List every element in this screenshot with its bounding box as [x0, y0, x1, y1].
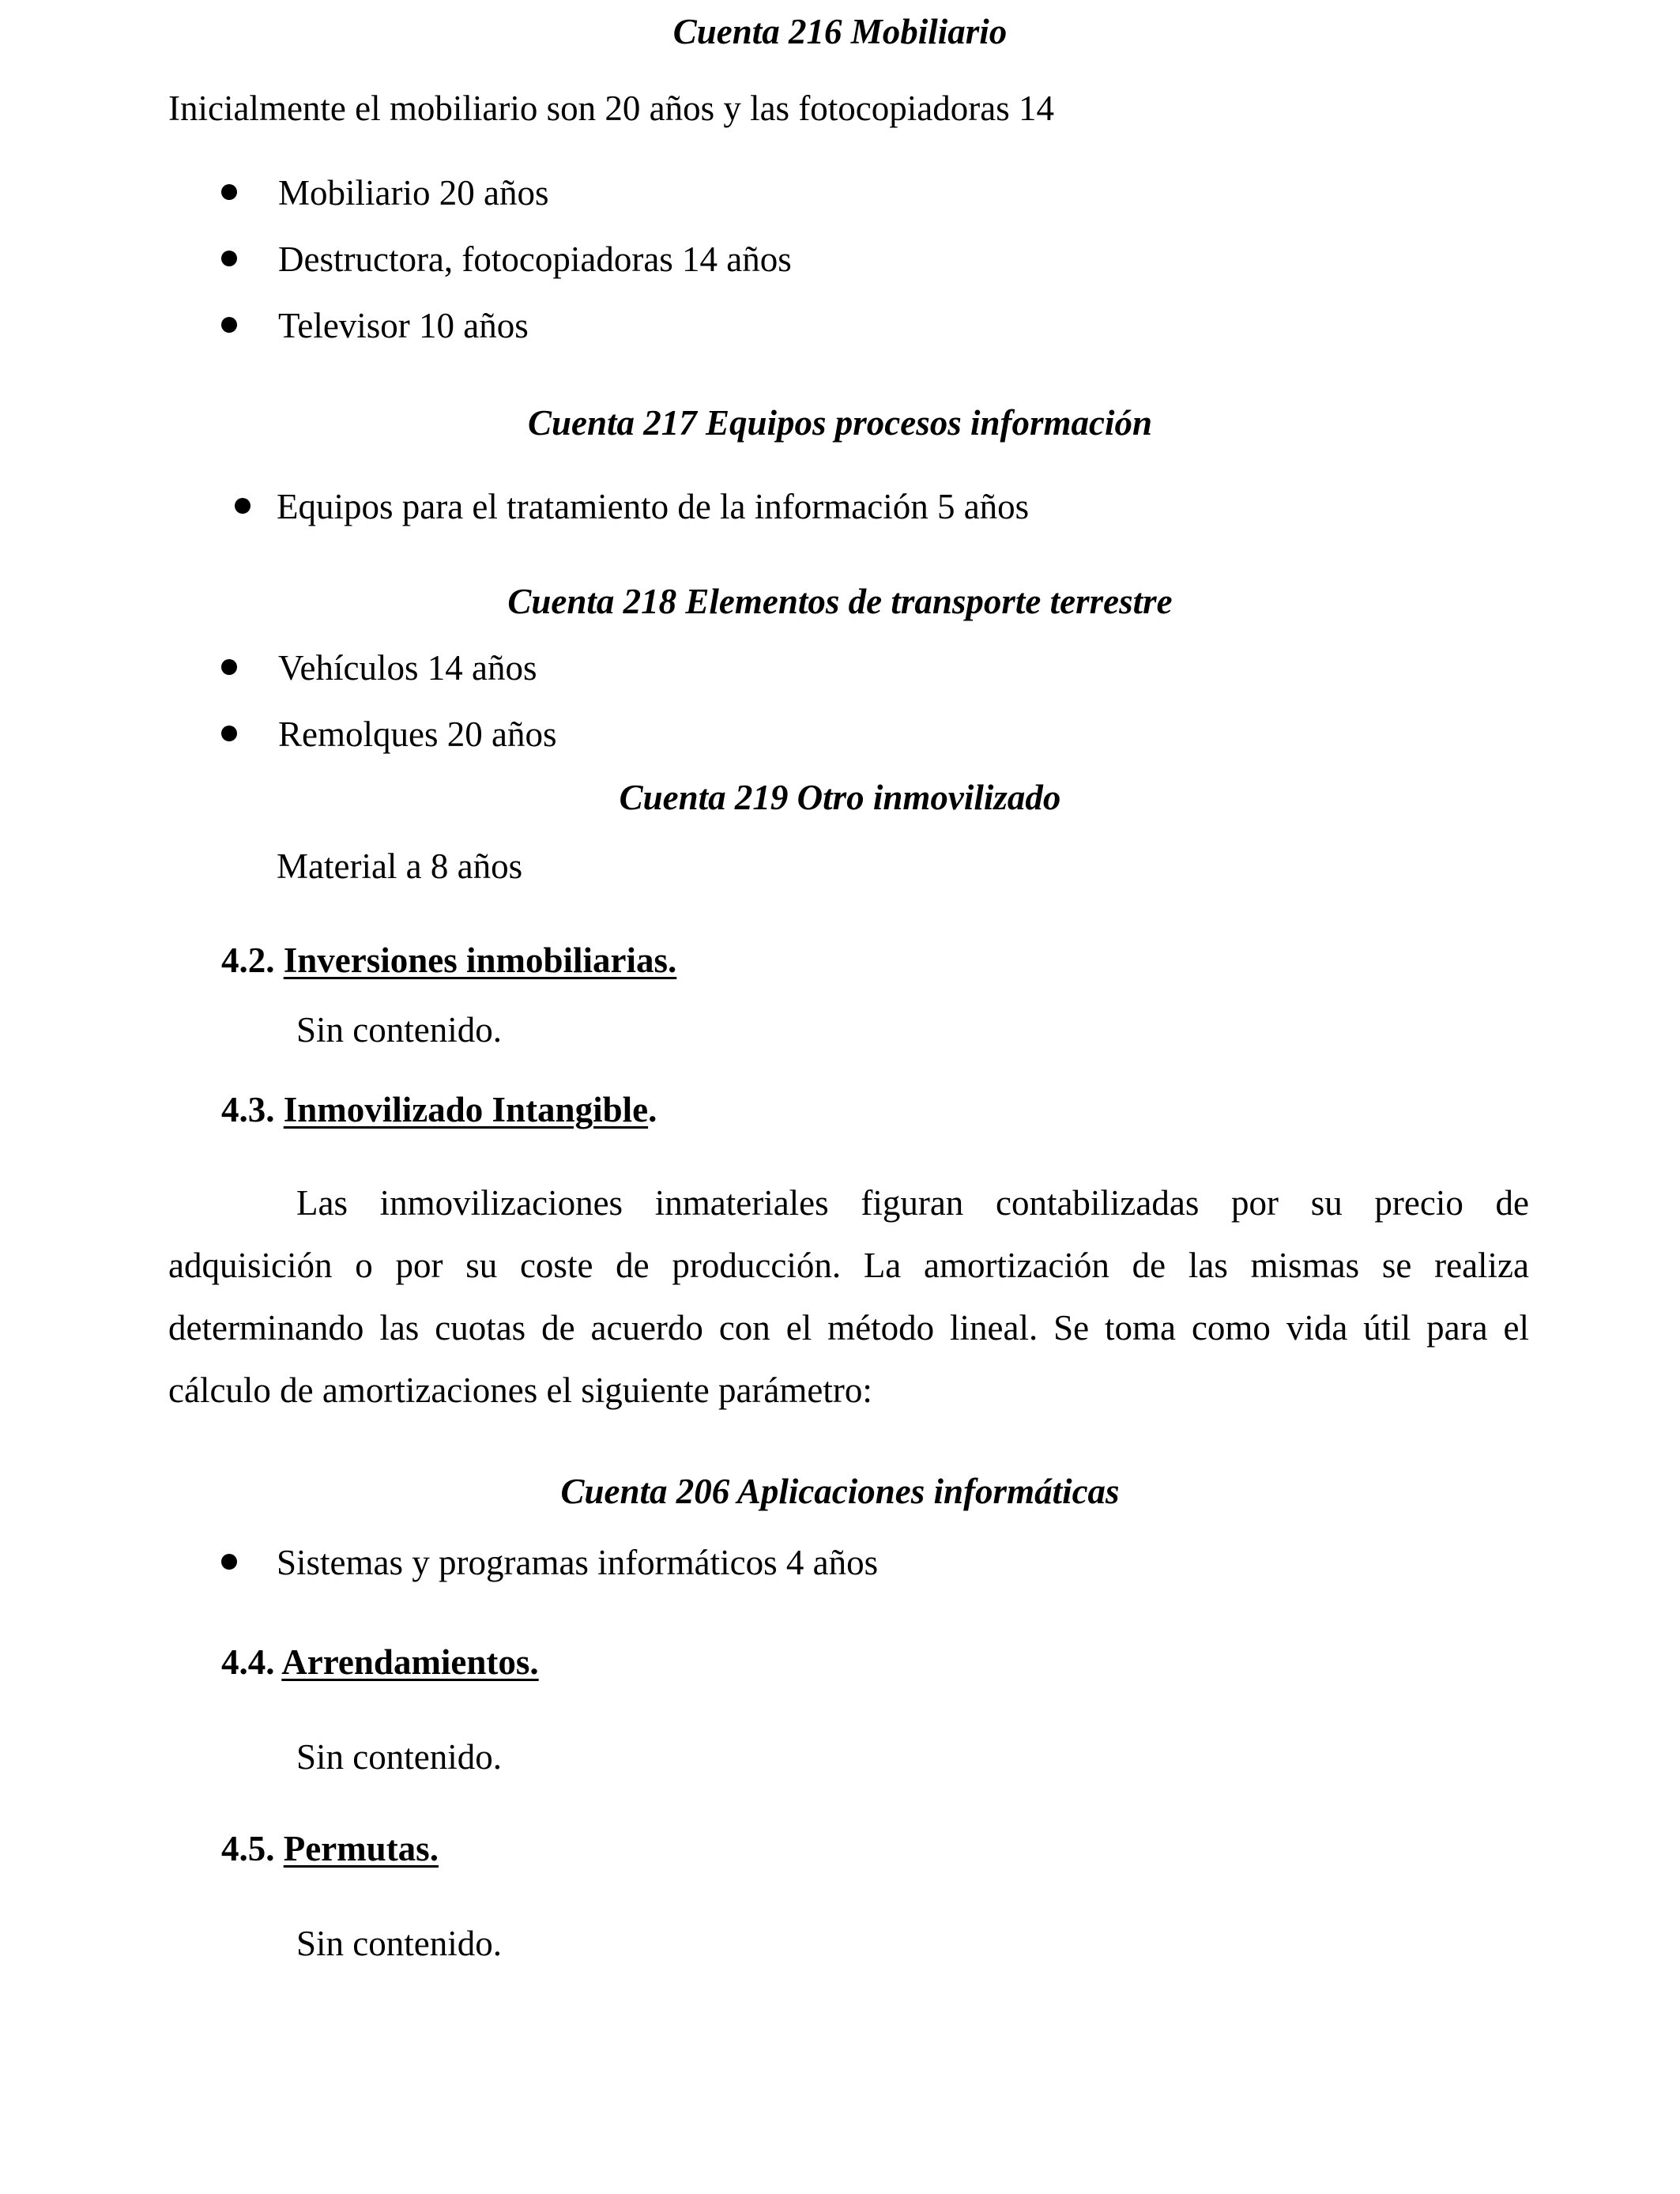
list-item: Equipos para el tratamiento de la información 5 años — [277, 487, 1030, 526]
heading-cuenta-219: Cuenta 219 Otro inmovilizado — [619, 778, 1061, 817]
heading-cuenta-206: Cuenta 206 Aplicaciones informáticas — [560, 1472, 1120, 1511]
section-number: 4.3. — [221, 1090, 275, 1129]
section-title: Inversiones inmobiliarias. — [283, 941, 677, 980]
paragraph-line: determinando las cuotas de acuerdo con el método lineal. Se toma como vida útil para el — [168, 1308, 1529, 1348]
list-item: Televisor 10 años — [278, 306, 529, 345]
paragraph-line: Las inmovilizaciones inmateriales figuran contabilizadas por su precio de — [296, 1183, 1529, 1223]
section-content: Sin contenido. — [296, 1010, 502, 1050]
list-item: Mobiliario 20 años — [278, 173, 549, 213]
cuenta-219-text: Material a 8 años — [277, 846, 523, 886]
section-content: Sin contenido. — [296, 1737, 502, 1777]
section-number: 4.4. — [221, 1642, 275, 1682]
section-heading-4-4 — [221, 1642, 539, 1682]
section-heading-4-3 — [221, 1092, 657, 1128]
list-item: Destructora, fotocopiadoras 14 años — [278, 239, 792, 279]
section-title: Inmovilizado Intangible — [283, 1090, 649, 1129]
paragraph-line: adquisición o por su coste de producción. La amortización de las mismas se realiza — [168, 1246, 1529, 1285]
bullet-icon — [221, 659, 237, 675]
list-item: Sistemas y programas informáticos 4 años — [277, 1543, 879, 1582]
section-title: Permutas. — [283, 1829, 439, 1868]
paragraph-line: cálculo de amortizaciones el siguiente parámetro: — [168, 1370, 872, 1410]
section-content: Sin contenido. — [296, 1924, 502, 1963]
heading-cuenta-217: Cuenta 217 Equipos procesos información — [527, 403, 1153, 443]
bullet-icon — [221, 251, 237, 266]
list-item: Vehículos 14 años — [278, 648, 537, 688]
bullet-icon — [235, 498, 250, 514]
heading-cuenta-218: Cuenta 218 Elementos de transporte terrestre — [507, 582, 1173, 621]
section-heading-4-2 — [221, 943, 676, 978]
section-number: 4.2. — [221, 941, 275, 980]
section-title: Arrendamientos. — [281, 1642, 539, 1682]
section-heading-4-5 — [221, 1831, 439, 1867]
list-item: Remolques 20 años — [278, 714, 557, 754]
bullet-icon — [221, 726, 237, 741]
section-number: 4.5. — [221, 1829, 275, 1868]
heading-cuenta-216: Cuenta 216 Mobiliario — [672, 12, 1008, 51]
intro-paragraph: Inicialmente el mobiliario son 20 años y las fotocopiadoras 14 — [168, 89, 1054, 128]
bullet-icon — [221, 1554, 237, 1570]
bullet-icon — [221, 184, 237, 200]
bullet-icon — [221, 317, 237, 333]
section-title-period: . — [648, 1090, 657, 1129]
